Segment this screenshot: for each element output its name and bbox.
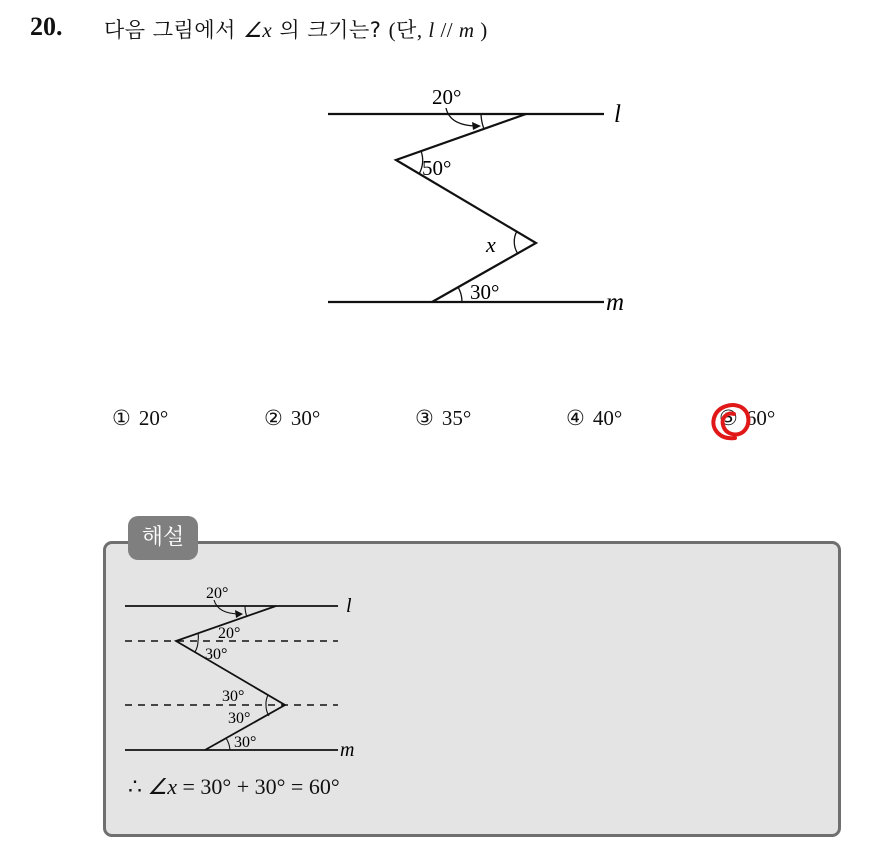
condition-open: (단, [388,18,429,42]
choice-value: 20° [138,406,169,430]
choice-number: ③ [415,406,434,430]
solution-angle-top: 20° [206,585,229,602]
choice-value: 35° [441,406,472,430]
solution-arc-bottom [226,738,230,750]
solution-angle-bottom: 30° [234,734,257,751]
angle-variable: x [262,18,273,42]
choice-value: 60° [745,406,776,430]
solution-arc-right-upper [266,695,268,705]
label-line-m: m [606,289,625,316]
label-angle-bottom: 30° [470,280,500,304]
solution-angle-right-lower: 30° [228,710,251,727]
solution-tag: 해설 [128,516,198,560]
condition-close: ) [474,18,488,42]
solution-angle-left-lower: 30° [205,646,228,663]
condition-line-l: l [428,18,435,42]
choice-value: 40° [592,406,623,430]
label-angle-x: x [486,232,496,257]
solution-label-m: m [340,739,355,761]
therefore-symbol: ∴ [128,774,142,799]
question-prefix: 다음 그림에서 [104,18,244,42]
solution-conclusion [128,774,340,800]
choice-value: 30° [290,406,321,430]
angle-symbol: ∠ [243,18,263,42]
solution-arc-left-lower [195,641,198,652]
solution-angle-left-upper: 20° [218,625,241,642]
conclusion-expression: = 30° + 30° = 60° [177,774,340,799]
condition-line-m: m [458,18,475,42]
conclusion-variable: x [167,774,177,799]
solution-arrow-head [235,610,243,618]
choice-number: ④ [566,406,585,430]
solution-arc-top [245,606,247,617]
question-number: 20. [30,12,63,41]
label-line-l: l [614,101,621,128]
solution-angle-right-upper: 30° [222,688,245,705]
choice-number: ② [264,406,283,430]
question-suffix: 의 크기는? [272,18,389,42]
choice-number: ⑤ [719,406,738,430]
choice-number: ① [112,406,131,430]
label-angle-top: 20° [432,85,462,109]
conclusion-angle-symbol: ∠ [147,774,168,799]
solution-arc-right-lower [266,705,269,716]
parallel-symbol: // [434,18,459,42]
label-angle-left: 50° [422,156,452,180]
solution-label-l: l [346,595,352,617]
